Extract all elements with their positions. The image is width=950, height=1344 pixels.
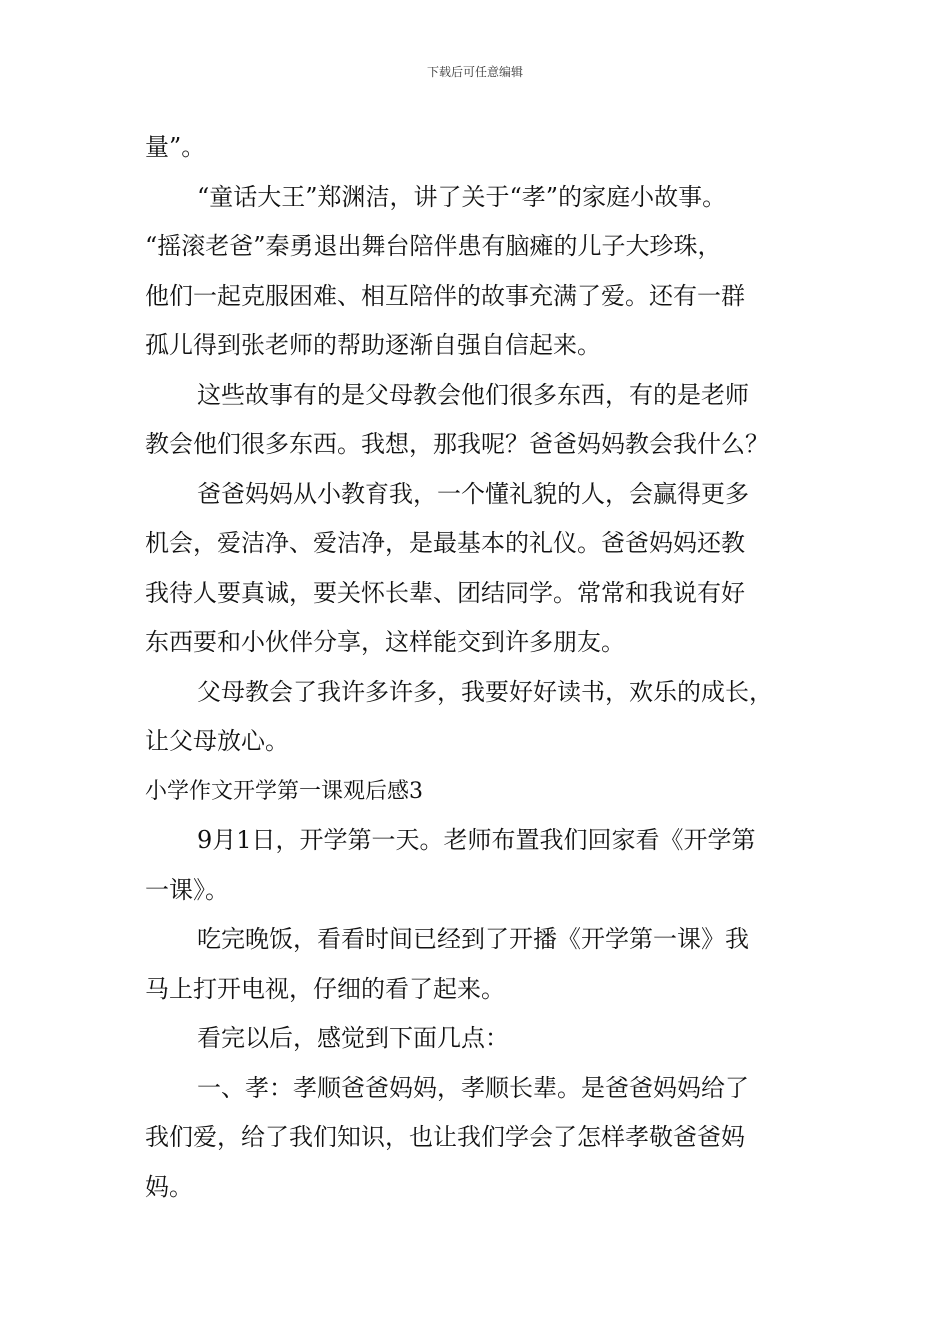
text-line: 东西要和小伙伴分享，这样能交到许多朋友。 <box>145 628 625 656</box>
paragraph-line: 父母教会了我许多许多，我要好好读书，欢乐的成长， <box>197 677 773 706</box>
paragraph-line: “童话大王”郑渊洁，讲了关于“孝”的家庭小故事。 <box>197 182 727 211</box>
text-line: 他们一起克服困难、相互陪伴的故事充满了爱。还有一群 <box>145 281 745 310</box>
paragraph-line: 吃完晚饭，看看时间已经到了开播《开学第一课》我 <box>197 925 749 953</box>
paragraph-line: 爸爸妈妈从小教育我，一个懂礼貌的人，会赢得更多 <box>197 479 749 508</box>
paragraph-line: 一、孝：孝顺爸爸妈妈，孝顺长辈。是爸爸妈妈给了 <box>197 1073 749 1102</box>
text-line: 孤儿得到张老师的帮助逐渐自强自信起来。 <box>145 331 601 359</box>
text-line: 我待人要真诚，要关怀长辈、团结同学。常常和我说有好 <box>145 578 745 607</box>
paragraph-line: 这些故事有的是父母教会他们很多东西，有的是老师 <box>197 380 749 409</box>
text-line: 量”。 <box>145 133 206 161</box>
paragraph-line: 9月1日，开学第一天。老师布置我们回家看《开学第 <box>197 826 756 854</box>
text-line: 机会，爱洁净、爱洁净，是最基本的礼仪。爸爸妈妈还教 <box>145 529 745 557</box>
text-line: “摇滚老爸”秦勇退出舞台陪伴患有脑瘫的儿子大珍珠， <box>145 232 722 260</box>
paragraph-line: 看完以后，感觉到下面几点： <box>197 1024 509 1052</box>
text-line: 马上打开电视，仔细的看了起来。 <box>145 974 505 1003</box>
section-heading: 小学作文开学第一课观后感3 <box>145 778 423 804</box>
text-line: 一课》。 <box>145 875 229 904</box>
text-line: 我们爱，给了我们知识，也让我们学会了怎样孝敬爸爸妈 <box>145 1123 745 1151</box>
text-line: 让父母放心。 <box>145 727 289 755</box>
page-header: 下载后可任意编辑 <box>426 65 523 79</box>
document-body <box>145 123 835 1212</box>
text-line: 妈。 <box>145 1172 193 1201</box>
text-line: 教会他们很多东西。我想，那我呢？爸爸妈妈教会我什么？ <box>145 430 769 458</box>
